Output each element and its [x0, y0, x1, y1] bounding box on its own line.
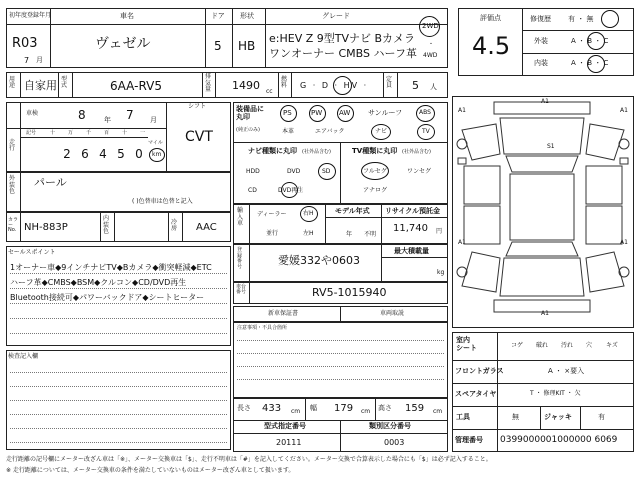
import-dealer: ディーラー — [257, 211, 287, 218]
model-label: 型 式 — [61, 76, 68, 89]
notes-label: 注意事項・不具合箇所 — [237, 325, 288, 331]
model-year-unknown: 不明 — [364, 231, 377, 238]
score-value: 4.5 — [472, 32, 511, 60]
seat-label: 室内 シート — [456, 336, 477, 353]
grade-line-1: e:HEV Z 9型TVナビ Bカメラ — [269, 32, 416, 45]
shift-value: CVT — [185, 129, 213, 145]
mileage-digit: 4 — [99, 147, 107, 161]
sales-line-1: 1オーナー車◆9インチナビTV◆Bカメラ◆衝突軽減◆ETC — [10, 263, 212, 272]
width-unit: cm — [361, 408, 371, 415]
chassis-value: RV5-1015940 — [312, 286, 387, 299]
seat-item-tear: 破れ — [536, 342, 549, 349]
drive-4wd: 4WD — [423, 52, 438, 59]
tv-note: (社外品含む) — [402, 149, 431, 155]
mileage-header-cell: 一 — [140, 130, 146, 136]
navi-dvdplay: DVD再生 — [278, 187, 304, 194]
ext-label: 外装 — [534, 37, 548, 45]
car-diagram — [452, 96, 634, 328]
ext-b-circle — [587, 32, 605, 50]
grade-label: グレード — [322, 12, 350, 20]
inspector-label: 検査記入欄 — [8, 353, 39, 360]
equip-leather: 本革 — [282, 128, 295, 135]
class-no-label: 類別区分番号 — [369, 422, 411, 430]
reg-no-value: 愛媛332や0603 — [278, 254, 360, 267]
int-label: 内装 — [534, 59, 548, 67]
drive-dot: ・ — [428, 41, 435, 48]
shift-label: シフト — [188, 103, 207, 110]
repair-options: 有 ・ 無 — [568, 15, 594, 23]
first-reg-era: R03 — [12, 36, 38, 51]
mileage-header-cell: 十 — [50, 130, 56, 136]
diagram-label-roof: S1 — [547, 143, 555, 150]
footer-line-2: ※ 走行距離については、メーター交換車の条件を満たしていないものはメーター改ざん車として扱います。 — [6, 467, 295, 474]
shaken-label: 車検 — [26, 110, 39, 117]
navi-note: (社外品含む) — [302, 149, 331, 155]
shape-label: 形状 — [240, 12, 254, 20]
notes-block — [233, 322, 448, 398]
capacity-value: 5 — [412, 79, 419, 92]
height-value: 159 — [405, 403, 425, 414]
diagram-label-rl: A1 — [458, 239, 466, 246]
height-label: 高さ — [378, 404, 392, 412]
sales-line-3: Bluetooth接続可◆パワーバックドア◆シートヒーター — [10, 293, 205, 302]
glass-label: フロントガラス — [455, 367, 504, 375]
equip-sunroof: サンルーフ — [368, 109, 403, 117]
ac-label: 冷 房 — [171, 219, 178, 232]
model-year-unit: 年 — [346, 231, 353, 238]
reg-no-label: 登 録 番 号 — [237, 247, 243, 270]
jack-value: 有 — [598, 413, 605, 421]
car-name-label: 車名 — [120, 12, 134, 20]
doors-label: ドア — [211, 12, 225, 20]
cc-unit: cc — [266, 88, 273, 95]
car-name: ヴェゼル — [95, 36, 151, 52]
diagram-label-rr: A1 — [620, 239, 628, 246]
height-unit: cm — [433, 408, 443, 415]
mileage-header-cell: 万 — [68, 130, 74, 136]
int-options: A ・ B ・ C — [571, 59, 609, 67]
equip-airbag: エアバック — [315, 128, 345, 135]
fuel-options: G · D · HV · — [300, 81, 369, 90]
recycle-unit: 円 — [436, 228, 443, 235]
type-no-value: 20111 — [276, 438, 302, 447]
recycle-value: 11,740 — [393, 223, 428, 234]
navi-sd: SD — [322, 168, 331, 175]
displacement-value: 1490 — [232, 79, 260, 92]
spare-label: スペアタイヤ — [455, 390, 497, 398]
shaken-month-unit: 月 — [150, 116, 157, 124]
width-value: 179 — [334, 403, 354, 414]
grade-line-2: ワンオーナー CMBS ハーフ革 — [269, 47, 417, 60]
mileage-digit: 6 — [81, 147, 89, 161]
model-value: 6AA-RV5 — [110, 79, 162, 93]
spare-value: T ・ 修理KIT ・ 欠 — [530, 390, 581, 397]
mileage-header-cell: 百 — [104, 130, 110, 136]
use-label: 用 途 — [9, 76, 16, 89]
equip-navi: ナビ — [375, 128, 388, 135]
tv-title: TV種類に丸印 — [352, 147, 398, 155]
ac-value: AAC — [196, 222, 217, 233]
equip-tv: TV — [422, 128, 430, 135]
mileage-label: 走 行 — [9, 139, 16, 152]
shaken-year: 8 — [78, 108, 86, 122]
diagram-label-fr-fender: A1 — [620, 107, 628, 114]
repair-label: 修復歴 — [530, 15, 551, 23]
chassis-label: 車台 番号 — [236, 284, 247, 295]
color-value: パール — [34, 176, 67, 189]
int-b-circle — [587, 55, 605, 73]
sales-point-label: セールスポイント — [8, 249, 56, 256]
displacement-label: 排 気 量 — [205, 73, 212, 94]
first-reg-label: 初年度登録年月 — [9, 12, 52, 19]
mgmt-value: 0399000001000000 6069 — [500, 435, 618, 445]
seat-item-hole: 穴 — [586, 342, 593, 349]
equipment-note: (純正のみ) — [236, 127, 260, 133]
mile-label: マイル — [148, 140, 163, 146]
fuel-hv-circle — [333, 76, 352, 95]
first-reg-month: 7 — [24, 56, 30, 65]
sales-line-2: ハーフ革◆CMBS◆BSM◆クルコン◆CD/DVD再生 — [10, 278, 187, 287]
color-note: ( )色替車は色替と記入 — [132, 198, 193, 205]
mileage-digit: 0 — [135, 147, 143, 161]
repair-none-circle — [601, 10, 619, 28]
navi-hdd: HDD — [246, 168, 260, 175]
diagram-label-rear-bumper: A1 — [541, 310, 549, 317]
navi-title: ナビ種類に丸印 — [248, 147, 297, 155]
footer-line-1: 走行距離の記号欄にメーター改ざん車は「※」、メーター交換車は「$」、走行不明車は「#」を記入してください。メーター交換で合算表示した場合にも「$」は必ず記入すること。 — [6, 456, 492, 463]
tool-label: 工具 — [456, 413, 470, 421]
equip-aw: AW — [339, 109, 351, 117]
doors-value: 5 — [214, 39, 222, 53]
kg-unit: kg — [437, 269, 445, 276]
new-car-warranty: 新車保証書 — [268, 310, 299, 317]
mileage-header-cell: 記号 — [26, 130, 37, 136]
mileage-digit: 5 — [117, 147, 125, 161]
max-load-label: 最大積載量 — [394, 247, 429, 255]
shaken-year-unit: 年 — [104, 116, 111, 124]
tv-fullseg: フルセグ — [363, 168, 387, 175]
seat-item-scratch: キズ — [606, 342, 618, 349]
navi-dvd: DVD — [287, 168, 301, 175]
diagram-label-front-bumper: A1 — [541, 98, 549, 105]
class-no-value: 0003 — [384, 438, 405, 447]
tv-oneseg: ワンセグ — [407, 168, 432, 175]
mgmt-label: 管理番号 — [455, 436, 483, 444]
fuel-label: 燃 料 — [281, 76, 288, 89]
mileage-header-cell: 千 — [86, 130, 92, 136]
import-label: 輸 入 車 — [237, 207, 244, 228]
mileage-header-cell: 十 — [122, 130, 128, 136]
seat-item-burn: コゲ — [511, 342, 524, 349]
diagram-label-fl-fender: A1 — [458, 107, 466, 114]
capacity-label: 定 員 — [386, 76, 393, 89]
color-no-value: NH-883P — [24, 222, 68, 233]
equip-abs: ABS — [419, 109, 431, 116]
recycle-label: リサイクル預託金 — [385, 207, 441, 215]
person-unit: 人 — [430, 83, 437, 91]
first-reg-month-unit: 月 — [36, 56, 43, 64]
shape-value: HB — [238, 39, 256, 53]
equip-ps: PS — [283, 109, 292, 117]
import-left-h: 左H — [303, 230, 314, 237]
tv-analog: アナログ — [363, 187, 388, 194]
km-label: km — [152, 151, 162, 158]
length-value: 433 — [262, 403, 282, 414]
manual: 車両取説 — [380, 310, 405, 317]
length-unit: cm — [291, 408, 301, 415]
import-parallel: 並行 — [266, 230, 279, 237]
type-no-label: 型式指定番号 — [264, 422, 306, 430]
drive-2wd: 2WD — [422, 22, 439, 30]
model-year-label: モデル年式 — [335, 207, 370, 215]
glass-value: A ・ ×要入 — [548, 367, 585, 375]
tool-value: 無 — [512, 413, 519, 421]
navi-cd: CD — [248, 187, 257, 194]
interior-label: 内 装 色 — [103, 215, 110, 236]
width-label: 幅 — [310, 404, 317, 412]
equipment-title: 装備品に 丸印 — [236, 105, 264, 121]
score-label: 評価点 — [480, 14, 501, 22]
equip-pw: PW — [311, 109, 323, 117]
import-right-h: 右H — [303, 210, 314, 217]
mileage-digit: 2 — [63, 147, 71, 161]
ext-options: A ・ B ・ C — [571, 37, 609, 45]
color-label: 外 装 色 — [9, 175, 16, 196]
use-value: 自家用 — [24, 79, 57, 92]
length-label: 長さ — [237, 404, 251, 412]
jack-label: ジャッキ — [544, 413, 572, 421]
shaken-month: 7 — [126, 108, 134, 122]
seat-item-stain: 汚れ — [561, 342, 574, 349]
color-no-label: カラー No. — [8, 217, 19, 233]
